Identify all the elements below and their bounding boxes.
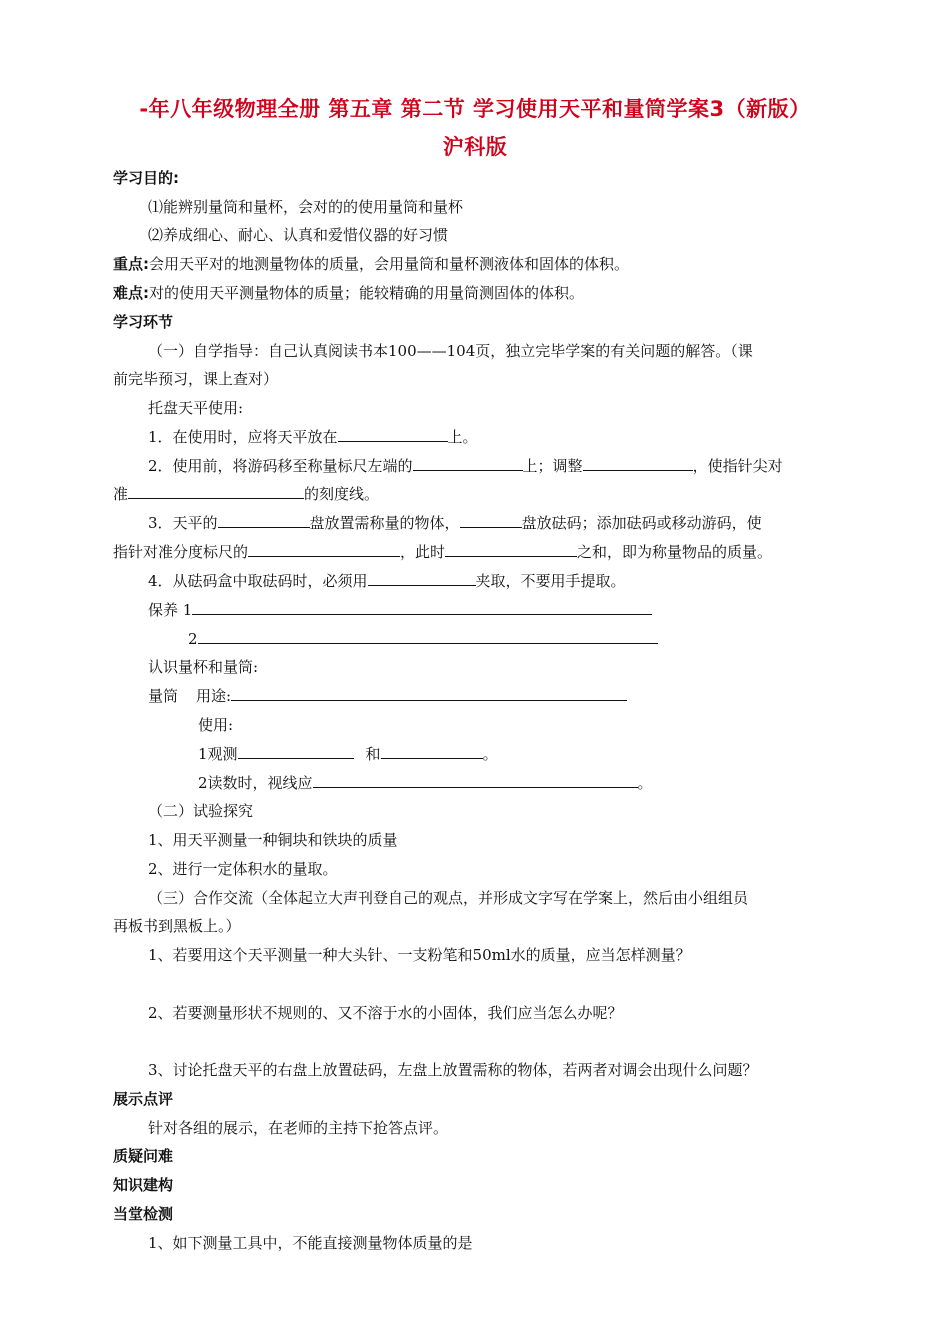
care-label-2: 2: [188, 630, 198, 648]
self-study-line2: 前完毕预习，课上查对）: [113, 370, 279, 388]
observe-blank-2[interactable]: [381, 744, 483, 759]
observe-text-c: 。: [482, 745, 498, 763]
difficulty-text: 对的使用天平测量物体的质量；能较精确的用量筒测固体的体积。: [149, 284, 585, 302]
q3-blank-3[interactable]: [248, 542, 400, 557]
q2-blank-3[interactable]: [128, 484, 304, 499]
cooperation-question-2: 2、若要测量形状不规则的、又不溶于水的小固体，我们应当怎么办呢？: [148, 1004, 623, 1022]
q1-blank[interactable]: [338, 427, 448, 442]
key-point-label: 重点:: [113, 255, 149, 273]
experiment-heading: （二）试验探究: [148, 802, 254, 820]
q2-text-e: 的刻度线。: [304, 485, 380, 503]
experiment-item-2: 2、进行一定体积水的量取。: [148, 860, 338, 878]
test-heading: 当堂检测: [113, 1205, 174, 1223]
cooperation-line2: 再板书到黑板上。）: [113, 917, 241, 935]
test-question-1: 1、如下测量工具中，不能直接测量物体质量的是: [148, 1234, 473, 1252]
balance-question-2-cont: [113, 484, 379, 504]
document-title-line2: 沪科版: [442, 135, 508, 159]
q2-text-a: 2．使用前，将游码移至称量标尺左端的: [148, 457, 413, 475]
q1-text-b: 上。: [447, 428, 478, 446]
doubt-heading: 质疑问难: [113, 1147, 174, 1165]
q3-text-e: ，此时: [400, 543, 446, 561]
q4-text-b: 夹取，不要用手提取。: [475, 572, 626, 590]
knowledge-heading: 知识建构: [113, 1176, 174, 1194]
q2-blank-2[interactable]: [583, 456, 693, 471]
read-text-b: 。: [637, 774, 653, 792]
q2-blank-1[interactable]: [413, 456, 523, 471]
q3-text-d: 指针对准分度标尺的: [113, 543, 249, 561]
goal-item-1: ⑴能辨别量筒和量杯，会对的的使用量筒和量杯: [148, 198, 464, 216]
q2-text-c: ，使指针尖对: [692, 457, 783, 475]
cylinder-observe-line: [198, 744, 498, 764]
cylinder-use-label: 用途:: [196, 687, 232, 705]
display-heading: 展示点评: [113, 1090, 174, 1108]
cooperation-question-3: 3、讨论托盘天平的右盘上放置砝码，左盘上放置需称的物体，若两者对调会出现什么问题？: [148, 1061, 758, 1079]
q3-text-b: 盘放置需称量的物体，: [309, 514, 460, 532]
observe-text-a: 1观测: [198, 745, 238, 763]
balance-question-1: [148, 427, 478, 447]
q3-blank-4[interactable]: [445, 542, 577, 557]
learning-section-heading: 学习环节: [113, 313, 174, 331]
observe-text-b: 和: [365, 745, 381, 763]
difficulty-point: [113, 283, 584, 303]
display-text: 针对各组的展示，在老师的主持下抢答点评。: [148, 1119, 449, 1137]
cooperation-line1: （三）合作交流（全体起立大声刊登自己的观点，并形成文字写在学案上，然后由小组组员: [148, 889, 749, 907]
q4-text-a: 4．从砝码盒中取砝码时，必须用: [148, 572, 368, 590]
care-blank-2[interactable]: [198, 629, 658, 644]
care-label-1: 保养 1: [148, 601, 193, 619]
read-text-a: 2读数时，视线应: [198, 774, 313, 792]
key-point: [113, 254, 629, 274]
q3-blank-1[interactable]: [218, 513, 310, 528]
document-title-line1: -年八年级物理全册 第五章 第二节 学习使用天平和量筒学案3（新版）: [139, 97, 811, 121]
experiment-item-1: 1、用天平测量一种铜块和铁块的质量: [148, 831, 398, 849]
cylinder-read-line: [198, 773, 653, 793]
cylinder-name: 量筒: [148, 687, 179, 705]
difficulty-label: 难点:: [113, 284, 149, 302]
q3-text-c: 盘放砝码；添加砝码或移动游码，使: [521, 514, 762, 532]
balance-question-2: [148, 456, 783, 476]
read-blank[interactable]: [313, 773, 638, 788]
cylinder-usage-label: 使用:: [198, 716, 234, 734]
cylinder-use-line: [148, 686, 627, 706]
care-blank-1[interactable]: [192, 600, 652, 615]
balance-question-4: [148, 571, 626, 591]
cylinder-use-blank[interactable]: [231, 686, 627, 701]
goals-heading: 学习目的:: [113, 169, 179, 187]
self-study-line1: （一）自学指导：自己认真阅读书本100——104页，独立完毕学案的有关问题的解答。（课: [148, 342, 753, 360]
observe-blank-1[interactable]: [238, 744, 354, 759]
cylinder-heading: 认识量杯和量筒:: [148, 658, 259, 676]
q2-text-d: 准: [113, 485, 129, 503]
care-line-1: [148, 600, 652, 620]
q2-text-b: 上；调整: [522, 457, 583, 475]
key-point-text: 会用天平对的地测量物体的质量，会用量筒和量杯测液体和固体的体积。: [149, 255, 630, 273]
q3-text-a: 3．天平的: [148, 514, 218, 532]
q3-text-f: 之和，即为称量物品的质量。: [577, 543, 773, 561]
q3-blank-2[interactable]: [460, 513, 522, 528]
balance-question-3-cont: [113, 542, 772, 562]
balance-heading: 托盘天平使用:: [148, 399, 244, 417]
q4-blank[interactable]: [368, 571, 476, 586]
balance-question-3: [148, 513, 762, 533]
goal-item-2: ⑵养成细心、耐心、认真和爱惜仪器的好习惯: [148, 226, 449, 244]
q1-text-a: 1．在使用时，应将天平放在: [148, 428, 338, 446]
cooperation-question-1: 1、若要用这个天平测量一种大头针、一支粉笔和50ml水的质量，应当怎样测量？: [148, 946, 691, 964]
care-line-2: [188, 629, 658, 649]
